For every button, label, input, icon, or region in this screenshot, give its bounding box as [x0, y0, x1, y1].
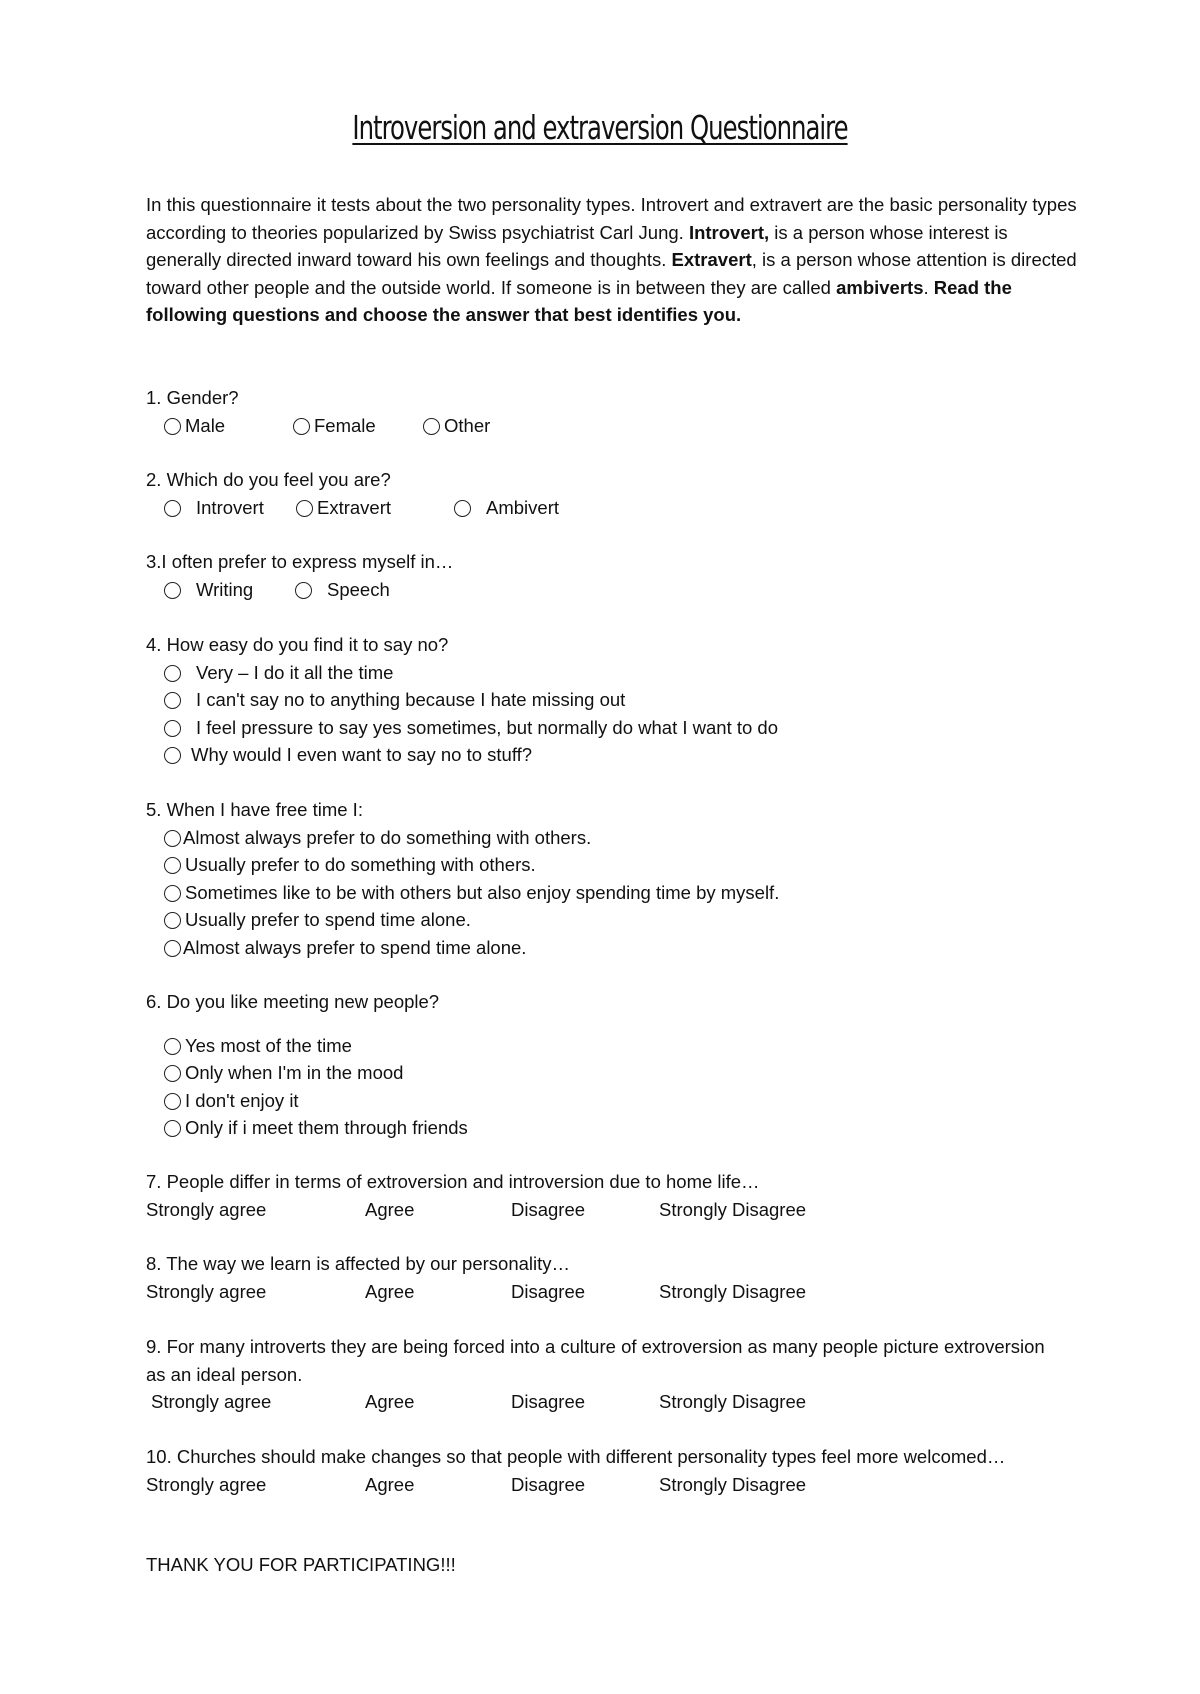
option-other[interactable]: Other: [423, 412, 490, 440]
option-5d[interactable]: Usually prefer to spend time alone.: [164, 906, 471, 934]
scale-strongly-agree[interactable]: Strongly agree: [146, 1280, 267, 1302]
question-text: 7. People differ in terms of extroversion and introversion due to home life…: [146, 1171, 760, 1192]
question-5: [146, 796, 780, 961]
scale-strongly-disagree[interactable]: Strongly Disagree: [659, 1391, 807, 1412]
question-text: 9. For many introverts they are being forced into a culture of extroversion as many people picture extroversion as an ideal person.: [146, 1336, 1045, 1385]
question-text: 2. Which do you feel you are?: [146, 469, 391, 490]
radio-icon[interactable]: [164, 1065, 181, 1082]
question-6: [146, 988, 468, 1142]
scale-agree[interactable]: Agree: [365, 1473, 415, 1495]
option-4d[interactable]: Why would I even want to say no to stuff?: [164, 741, 532, 769]
question-text: 10. Churches should make changes so that people with different personality types feel more welcomed…: [146, 1446, 1006, 1467]
scale-agree[interactable]: Agree: [365, 1198, 415, 1220]
option-6c[interactable]: I don't enjoy it: [164, 1087, 299, 1115]
option-6d[interactable]: Only if i meet them through friends: [164, 1114, 468, 1142]
radio-icon[interactable]: [164, 857, 181, 874]
scale-disagree[interactable]: Disagree: [511, 1280, 586, 1302]
option-5b[interactable]: Usually prefer to do something with others.: [164, 851, 536, 879]
question-text: 3.I often prefer to express myself in…: [146, 551, 454, 572]
option-5c[interactable]: Sometimes like to be with others but also enjoy spending time by myself.: [164, 879, 779, 907]
radio-icon[interactable]: [164, 418, 181, 435]
option-writing[interactable]: Writing: [164, 576, 253, 604]
scale-disagree[interactable]: Disagree: [511, 1391, 586, 1412]
option-4c[interactable]: I feel pressure to say yes sometimes, but normally do what I want to do: [164, 714, 778, 742]
question-9: [146, 1333, 1066, 1416]
question-text: 8. The way we learn is affected by our personality…: [146, 1253, 571, 1274]
option-4a[interactable]: Very – I do it all the time: [164, 659, 393, 687]
scale-strongly-disagree[interactable]: Strongly Disagree: [659, 1280, 807, 1302]
radio-icon[interactable]: [164, 692, 181, 709]
scale-disagree[interactable]: Disagree: [511, 1473, 586, 1495]
intro-paragraph: In this questionnaire it tests about the two personality types. Introvert and extravert are the basic personality types according to theories popularized by Swiss psychiatrist Carl Jung. Introvert, is a person whose interest is generally directed inward toward his own feelings and thoughts. Extravert, is a person whose attention is directed toward other people and the outside world. If someone is in between they are called ambiverts. Read the following questions and choose the answer that best identifies you.: [146, 194, 1077, 325]
option-5a[interactable]: Almost always prefer to do something with others.: [164, 824, 591, 852]
option-4b[interactable]: I can't say no to anything because I hate missing out: [164, 686, 625, 714]
radio-icon[interactable]: [164, 747, 181, 764]
scale-strongly-disagree[interactable]: Strongly Disagree: [659, 1473, 807, 1495]
thank-you-note: THANK YOU FOR PARTICIPATING!!!: [146, 1554, 456, 1575]
radio-icon[interactable]: [164, 1038, 181, 1055]
option-6b[interactable]: Only when I'm in the mood: [164, 1059, 403, 1087]
option-introvert[interactable]: Introvert: [164, 494, 264, 522]
scale-strongly-agree[interactable]: Strongly agree: [146, 1198, 267, 1220]
radio-icon[interactable]: [164, 830, 181, 847]
radio-icon[interactable]: [164, 912, 181, 929]
likert-scale: [146, 1471, 1066, 1499]
question-4: [146, 631, 778, 769]
radio-icon[interactable]: [423, 418, 440, 435]
radio-icon[interactable]: [164, 500, 181, 517]
scale-strongly-agree[interactable]: Strongly agree: [151, 1391, 272, 1412]
radio-icon[interactable]: [296, 500, 313, 517]
option-male[interactable]: Male: [164, 412, 225, 440]
ambiverts-term: ambiverts: [836, 276, 924, 298]
question-text: 4. How easy do you find it to say no?: [146, 634, 449, 655]
likert-scale: [146, 1278, 807, 1306]
radio-icon[interactable]: [164, 940, 181, 957]
option-5e[interactable]: Almost always prefer to spend time alone.: [164, 934, 526, 962]
scale-agree[interactable]: Agree: [365, 1280, 415, 1302]
radio-icon[interactable]: [164, 582, 181, 599]
option-speech[interactable]: Speech: [295, 576, 390, 604]
radio-icon[interactable]: [164, 1093, 181, 1110]
scale-agree[interactable]: Agree: [365, 1391, 415, 1412]
radio-icon[interactable]: [164, 885, 181, 902]
page-title: Introversion and extraversion Questionnaire: [352, 108, 848, 147]
radio-icon[interactable]: [293, 418, 310, 435]
likert-scale: [146, 1388, 1066, 1416]
radio-icon[interactable]: [454, 500, 471, 517]
question-10: [146, 1443, 1066, 1498]
question-text: 5. When I have free time I:: [146, 799, 363, 820]
option-ambivert[interactable]: Ambivert: [454, 494, 559, 522]
extravert-term: Extravert: [671, 249, 752, 270]
question-7: [146, 1168, 807, 1223]
question-8: [146, 1250, 807, 1305]
option-extravert[interactable]: Extravert: [296, 494, 391, 522]
option-6a[interactable]: Yes most of the time: [164, 1032, 352, 1060]
radio-icon[interactable]: [164, 665, 181, 682]
likert-scale: [146, 1196, 807, 1224]
question-text: 1. Gender?: [146, 387, 239, 408]
question-1: [146, 384, 491, 439]
scale-strongly-disagree[interactable]: Strongly Disagree: [659, 1198, 807, 1220]
question-2: [146, 466, 559, 521]
scale-disagree[interactable]: Disagree: [511, 1198, 586, 1220]
question-3: [146, 548, 453, 603]
question-text: 6. Do you like meeting new people?: [146, 991, 440, 1012]
instruction: Read the following questions and choose the answer that best identifies you.: [146, 276, 1012, 325]
option-female[interactable]: Female: [293, 412, 376, 440]
radio-icon[interactable]: [164, 1120, 181, 1137]
scale-strongly-agree[interactable]: Strongly agree: [146, 1473, 267, 1495]
radio-icon[interactable]: [295, 582, 312, 599]
introvert-term: Introvert,: [688, 221, 770, 243]
radio-icon[interactable]: [164, 720, 181, 737]
